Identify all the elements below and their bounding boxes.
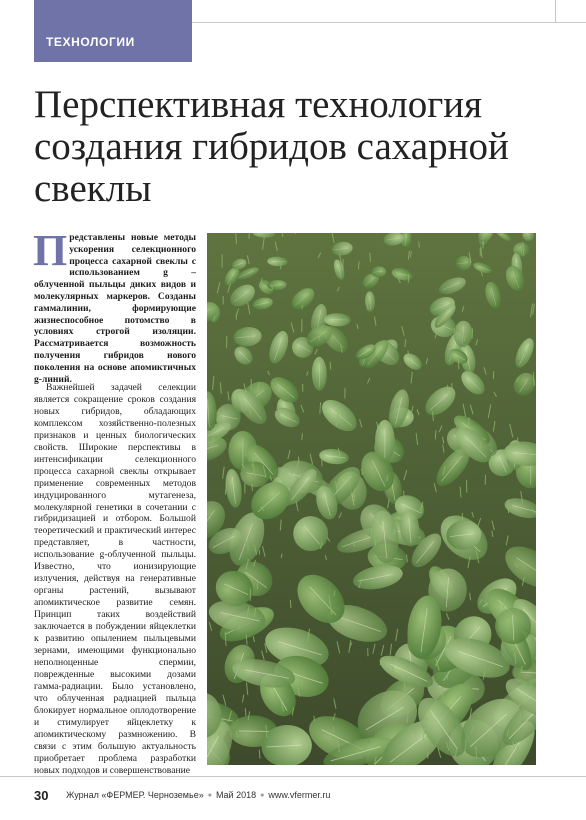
sugar-beet-field-photo <box>207 233 536 765</box>
journal-name: Журнал «ФЕРМЕР. Черноземье» <box>66 790 204 800</box>
drop-cap: П <box>33 226 68 275</box>
section-label: ТЕХНОЛОГИИ <box>46 35 135 49</box>
article-title: Перспективная технология создания гибридов сахарной свеклы <box>34 83 509 210</box>
corner-divider <box>555 0 556 22</box>
bullet-separator: ● <box>260 792 265 799</box>
page-number: 30 <box>34 788 49 803</box>
bullet-separator: ● <box>207 792 212 799</box>
top-divider <box>192 22 586 23</box>
website-link[interactable]: www.vfermer.ru <box>268 790 331 800</box>
issue-date: Май 2018 <box>215 790 257 800</box>
lead-text: редставлены новые методы ускорения селекционного процесса сахарной свеклы с использованием g – облученной пыльцы диких видов и молекулярных маркеров. Созданы гаммалинии, формирующие жизнеспособное потомство в условиях строгой изоляции. Рассматривается возможность получения гибридов нового поколения на основе апомиктичных g-линий. <box>34 232 196 385</box>
section-tab <box>34 0 192 62</box>
footer-divider <box>0 776 586 777</box>
article-body: Важнейшей задачей селекции является сокращение сроков создания новых гибридов, обладающих комплексом хозяйственно-полезных признаков и ценных биологических свойств. Широкие перспективы в интенсификации селекционного процесса сахарной свеклы открывает применение современных методов индуцированного мутагенеза, молекулярной генетики в сочетании с гибридизацией и отбором. Большой теоретический и практический интерес представляет, в частности, использование g-облученной пыльцы. Известно, что ионизирующие излучения, действуя на генеративные органы растений, вызывают апомиктическое развитие семян. Принцип таких воздействий заключается в побуждении яйцеклетки к развитию опылением пыльцевыми зернами, имеющими функционально неполноценные спермии, поврежденные высокими дозами гамма-радиации. Было установлено, что облученная радиацией пыльца блокирует нормальное оплодотворение и стимулирует яйцеклетку к апомиктическому размножению. В связи с этим большую актуальность приобретает проблема разработки новых подходов и совершенствование <box>34 382 196 776</box>
article-lead <box>33 226 196 385</box>
footer-info <box>66 790 330 800</box>
